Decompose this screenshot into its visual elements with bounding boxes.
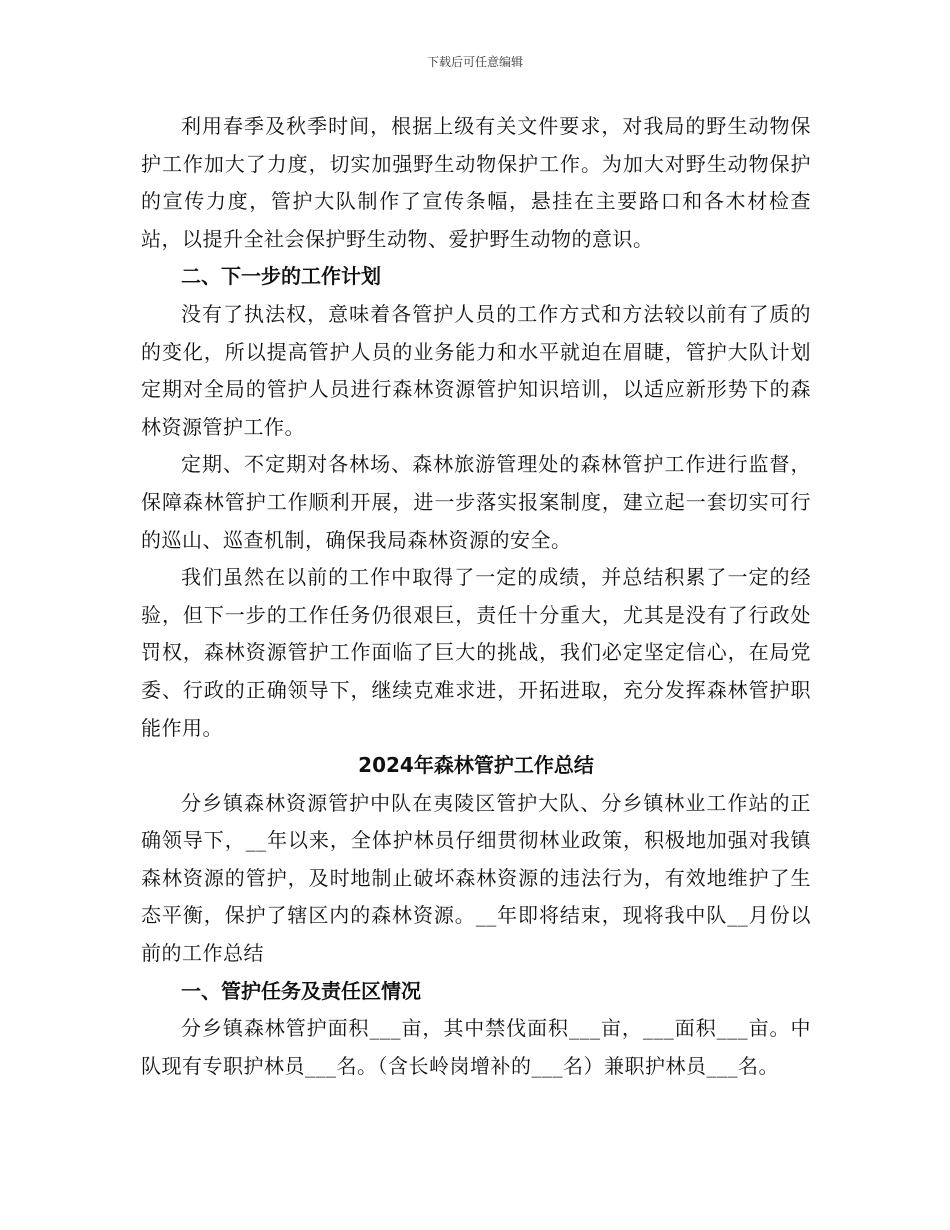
section-heading-tasks: 一、管护任务及责任区情况	[181, 978, 421, 1003]
page-header-note: 下载后可任意编辑	[426, 55, 523, 69]
paragraph-area-staff: 分乡镇森林管护面积___亩，其中禁伐面积___亩，___面积___亩。中队现有专职护林员___名。（含长岭岗增补的___名）兼职护林员___名。	[141, 1016, 811, 1078]
document-title: 2024年森林管护工作总结	[358, 753, 594, 778]
paragraph-training-plan: 没有了执法权，意味着各管护人员的工作方式和方法较以前有了质的的变化，所以提高管护人员的业务能力和水平就迫在眉睫，管护大队计划定期对全局的管护人员进行森林资源管护知识培训，以适应新形势下的森林资源管护工作。	[141, 301, 811, 439]
paragraph-intro-summary: 分乡镇森林资源管护中队在夷陵区管护大队、分乡镇林业工作站的正确领导下，__年以来，全体护林员仔细贯彻林业政策，积极地加强对我镇森林资源的管护，及时地制止破坏森林资源的违法行为，有效地维护了生态平衡，保护了辖区内的森林资源。__年即将结束，现将我中队__月份以前的工作总结	[141, 790, 811, 966]
paragraph-wildlife-protection: 利用春季及秋季时间，根据上级有关文件要求，对我局的野生动物保护工作加大了力度，切实加强野生动物保护工作。为加大对野生动物保护的宣传力度，管护大队制作了宣传条幅，悬挂在主要路口和各木材检查站，以提升全社会保护野生动物、爱护野生动物的意识。	[141, 114, 811, 251]
section-heading-next-plan: 二、下一步的工作计划	[181, 264, 381, 289]
document-body	[141, 108, 811, 1085]
paragraph-challenges: 我们虽然在以前的工作中取得了一定的成绩，并总结积累了一定的经验，但下一步的工作任务仍很艰巨，责任十分重大，尤其是没有了行政处罚权，森林资源管护工作面临了巨大的挑战，我们必定坚定信心，在局党委、行政的正确领导下，继续克难求进，开拓进取，充分发挥森林管护职能作用。	[141, 565, 811, 740]
paragraph-supervision: 定期、不定期对各林场、森林旅游管理处的森林管护工作进行监督，保障森林管护工作顺利开展，进一步落实报案制度，建立起一套切实可行的巡山、巡查机制，确保我局森林资源的安全。	[141, 452, 811, 552]
